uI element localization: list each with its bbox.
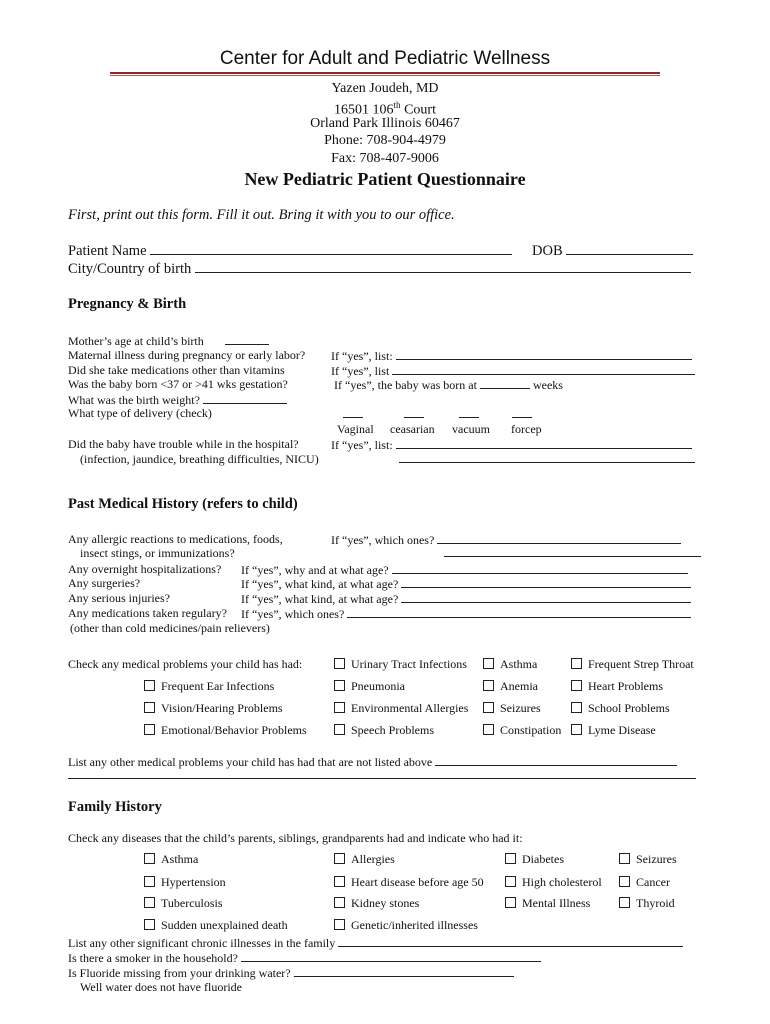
disease-label: Thyroid [636,896,675,910]
other-problems-field[interactable] [435,754,677,766]
family-mental-illness[interactable] [505,896,590,910]
family-thyroid[interactable] [619,896,675,910]
born-at-weeks-field[interactable] [480,377,530,389]
checkbox[interactable] [571,680,582,691]
other-problems-field-2[interactable] [68,778,696,779]
section-family-history: Family History [68,799,162,815]
city-line: Orland Park Illinois 60467 [310,116,460,131]
family-cholesterol[interactable] [505,875,602,889]
checkbox[interactable] [505,853,516,864]
checkbox[interactable] [334,658,345,669]
disease-label: Heart disease before age 50 [351,875,484,889]
smoker-row [68,950,541,965]
disease-label: Mental Illness [522,896,591,910]
doctor-name: Yazen Joudeh, MD [331,81,439,96]
instructions: First, print out this form. Fill it out. Bring it with you to our office. [68,207,455,223]
problem-env-allergies[interactable] [334,701,468,715]
problem-strep[interactable] [571,657,694,671]
checkbox[interactable] [144,724,155,735]
mothers-age-row [68,333,269,348]
overnight-ifyes [241,562,688,577]
checkbox[interactable] [483,702,494,713]
ifyes-label: If “yes”, the baby was born at [334,378,477,392]
address-street: Court [400,102,436,118]
checkbox[interactable] [334,919,345,930]
patient-name-field[interactable] [150,243,512,255]
problem-label: Emotional/Behavior Problems [161,723,307,737]
disease-label: Asthma [161,852,199,866]
checkbox[interactable] [144,897,155,908]
patient-name-row [68,243,512,260]
other-chronic-row [68,935,683,950]
patient-name-label: Patient Name [68,243,147,259]
family-heart-disease[interactable] [334,875,484,889]
family-prompt: Check any diseases that the child’s parents, siblings, grandparents had and indicate who had it: [68,831,523,845]
disease-label: Sudden unexplained death [161,918,288,932]
family-sudden-death[interactable] [144,918,288,932]
checkbox[interactable] [483,680,494,691]
mothers-age-field[interactable] [225,333,269,345]
checkbox[interactable] [571,702,582,713]
checkbox[interactable] [334,702,345,713]
injuries-ifyes [241,591,691,606]
overnight-field[interactable] [392,562,688,574]
problem-uti[interactable] [334,657,467,671]
surgeries-label: Any surgeries? [68,576,141,590]
clinic-name: Center for Adult and Pediatric Wellness [219,48,551,69]
checkbox[interactable] [334,724,345,735]
meds-field[interactable] [347,606,691,618]
allergic-field[interactable] [437,532,681,544]
maternal-illness-field[interactable] [396,348,692,360]
hospital-trouble-label: Did the baby have trouble while in the hospital? [68,437,299,451]
medications-ifyes [331,363,695,378]
fax-line: Fax: 708-407-9006 [331,151,439,166]
ifyes-label: If “yes”, which ones? [241,607,345,621]
problem-constipation[interactable] [483,723,561,737]
delivery-vacuum-check[interactable] [459,417,479,418]
mothers-age-label: Mother’s age at child’s birth [68,334,204,348]
other-chronic-label: List any other significant chronic illnesses in the family [68,936,336,950]
checkbox[interactable] [334,853,345,864]
other-problems-row [68,754,677,769]
surgeries-field[interactable] [401,576,691,588]
phone-line: Phone: 708-904-4979 [324,133,446,148]
meds-label: Any medications taken regulary? [68,606,227,620]
checkbox[interactable] [483,724,494,735]
other-chronic-field[interactable] [338,935,683,947]
weeks-label: weeks [532,378,563,392]
checkbox[interactable] [619,853,630,864]
maternal-illness-label: Maternal illness during pregnancy or early labor? [68,348,306,362]
checkbox[interactable] [334,897,345,908]
ifyes-label: If “yes”, why and at what age? [241,563,389,577]
birth-city-row [68,261,691,278]
checkbox[interactable] [571,658,582,669]
ifyes-label: If “yes”, which ones? [331,533,435,547]
checkbox[interactable] [483,658,494,669]
problem-school[interactable] [571,701,670,715]
problem-label: Constipation [500,723,562,737]
checkbox[interactable] [505,897,516,908]
checkbox[interactable] [334,876,345,887]
dob-label: DOB [532,243,563,259]
injuries-field[interactable] [401,591,691,603]
ifyes-label: If “yes”, what kind, at what age? [241,592,399,606]
family-seizures[interactable] [619,852,677,866]
allergic-ifyes [331,532,681,547]
fluoride-row [68,965,514,980]
ifyes-label: If “yes”, list [331,364,390,378]
problem-asthma[interactable] [483,657,537,671]
address-ordinal: th [393,100,401,110]
disease-label: Allergies [351,852,395,866]
address-number: 16501 106 [334,102,394,118]
header-rule [110,72,660,74]
problem-label: Frequent Strep Throat [588,657,694,671]
problem-label: Frequent Ear Infections [161,679,275,693]
fluoride-field[interactable] [294,965,514,977]
problem-label: Seizures [500,701,541,715]
birth-city-field[interactable] [195,261,691,273]
born-at-ifyes [334,377,563,392]
checkbox[interactable] [334,680,345,691]
disease-label: Diabetes [522,852,564,866]
checkbox[interactable] [505,876,516,887]
problem-label: School Problems [588,701,670,715]
maternal-illness-ifyes [331,348,692,363]
checkbox[interactable] [619,897,630,908]
ifyes-label: If “yes”, what kind, at what age? [241,577,399,591]
hospital-trouble-field[interactable] [396,437,692,449]
delivery-ceasarian-check[interactable] [404,417,424,418]
disease-label: Cancer [636,875,670,889]
delivery-option-ceasarian: ceasarian [390,422,435,436]
birth-weight-label: What was the birth weight? [68,393,200,407]
problem-anemia[interactable] [483,679,538,693]
hospital-trouble-field-2[interactable] [399,462,695,463]
problem-heart[interactable] [571,679,663,693]
problem-label: Pneumonia [351,679,405,693]
family-cancer[interactable] [619,875,670,889]
family-tuberculosis[interactable] [144,896,223,910]
header-rule-thin [110,75,660,76]
surgeries-ifyes [241,576,691,591]
smoker-label: Is there a smoker in the household? [68,951,238,965]
problem-label: Asthma [500,657,538,671]
problem-speech[interactable] [334,723,434,737]
checkbox[interactable] [571,724,582,735]
problem-label: Speech Problems [351,723,434,737]
overnight-label: Any overnight hospitalizations? [68,562,222,576]
birth-weight-row [68,392,287,407]
delivery-vaginal-check[interactable] [343,417,363,418]
allergic-cont: insect stings, or immunizations? [80,546,235,560]
born-early-label: Was the baby born <37 or >41 wks gestation? [68,377,288,391]
injuries-label: Any serious injuries? [68,591,170,605]
disease-label: Tuberculosis [161,896,223,910]
disease-label: Genetic/inherited illnesses [351,918,478,932]
well-water-note: Well water does not have fluoride [80,980,242,994]
problem-label: Environmental Allergies [351,701,469,715]
problem-label: Urinary Tract Infections [351,657,467,671]
checkbox[interactable] [144,919,155,930]
problem-label: Heart Problems [588,679,663,693]
allergic-label: Any allergic reactions to medications, foods, [68,532,283,546]
smoker-field[interactable] [241,950,541,962]
delivery-forcep-check[interactable] [512,417,532,418]
hospital-examples: (infection, jaundice, breathing difficulties, NICU) [80,452,319,466]
check-problems-prompt: Check any medical problems your child has had: [68,657,303,671]
problem-emotional[interactable] [144,723,307,737]
problem-label: Lyme Disease [588,723,656,737]
family-asthma[interactable] [144,852,198,866]
meds-ifyes [241,606,691,621]
problem-label: Vision/Hearing Problems [161,701,283,715]
family-hypertension[interactable] [144,875,226,889]
problem-ear[interactable] [144,679,274,693]
birth-weight-field[interactable] [203,392,287,404]
family-allergies[interactable] [334,852,395,866]
checkbox[interactable] [144,876,155,887]
section-past-history: Past Medical History (refers to child) [68,496,298,512]
allergic-field-2[interactable] [444,556,701,557]
form-title: New Pediatric Patient Questionnaire [244,169,526,189]
fluoride-label: Is Fluoride missing from your drinking water? [68,966,291,980]
dob-field[interactable] [566,243,693,255]
disease-label: Seizures [636,852,677,866]
dob-row [532,243,693,260]
family-diabetes[interactable] [505,852,564,866]
delivery-option-vacuum: vacuum [452,422,490,436]
checkbox[interactable] [144,702,155,713]
disease-label: High cholesterol [522,875,602,889]
medications-field[interactable] [392,363,695,375]
birth-city-label: City/Country of birth [68,261,192,277]
meds-note: (other than cold medicines/pain relievers) [70,621,270,635]
disease-label: Hypertension [161,875,226,889]
delivery-type-label: What type of delivery (check) [68,406,212,420]
problem-lyme[interactable] [571,723,656,737]
family-kidney-stones[interactable] [334,896,419,910]
hospital-trouble-ifyes [331,437,692,452]
section-pregnancy: Pregnancy & Birth [68,296,187,312]
problem-label: Anemia [500,679,538,693]
medications-label: Did she take medications other than vitamins [68,363,285,377]
checkbox[interactable] [144,680,155,691]
delivery-option-vaginal: Vaginal [337,422,374,436]
family-genetic[interactable] [334,918,478,932]
delivery-option-forcep: forcep [511,422,542,436]
problem-pneumonia[interactable] [334,679,405,693]
problem-vision[interactable] [144,701,283,715]
disease-label: Kidney stones [351,896,420,910]
checkbox[interactable] [144,853,155,864]
problem-seizures[interactable] [483,701,541,715]
checkbox[interactable] [619,876,630,887]
other-problems-label: List any other medical problems your child has had that are not listed above [68,755,433,769]
ifyes-label: If “yes”, list: [331,438,393,452]
ifyes-label: If “yes”, list: [331,349,393,363]
